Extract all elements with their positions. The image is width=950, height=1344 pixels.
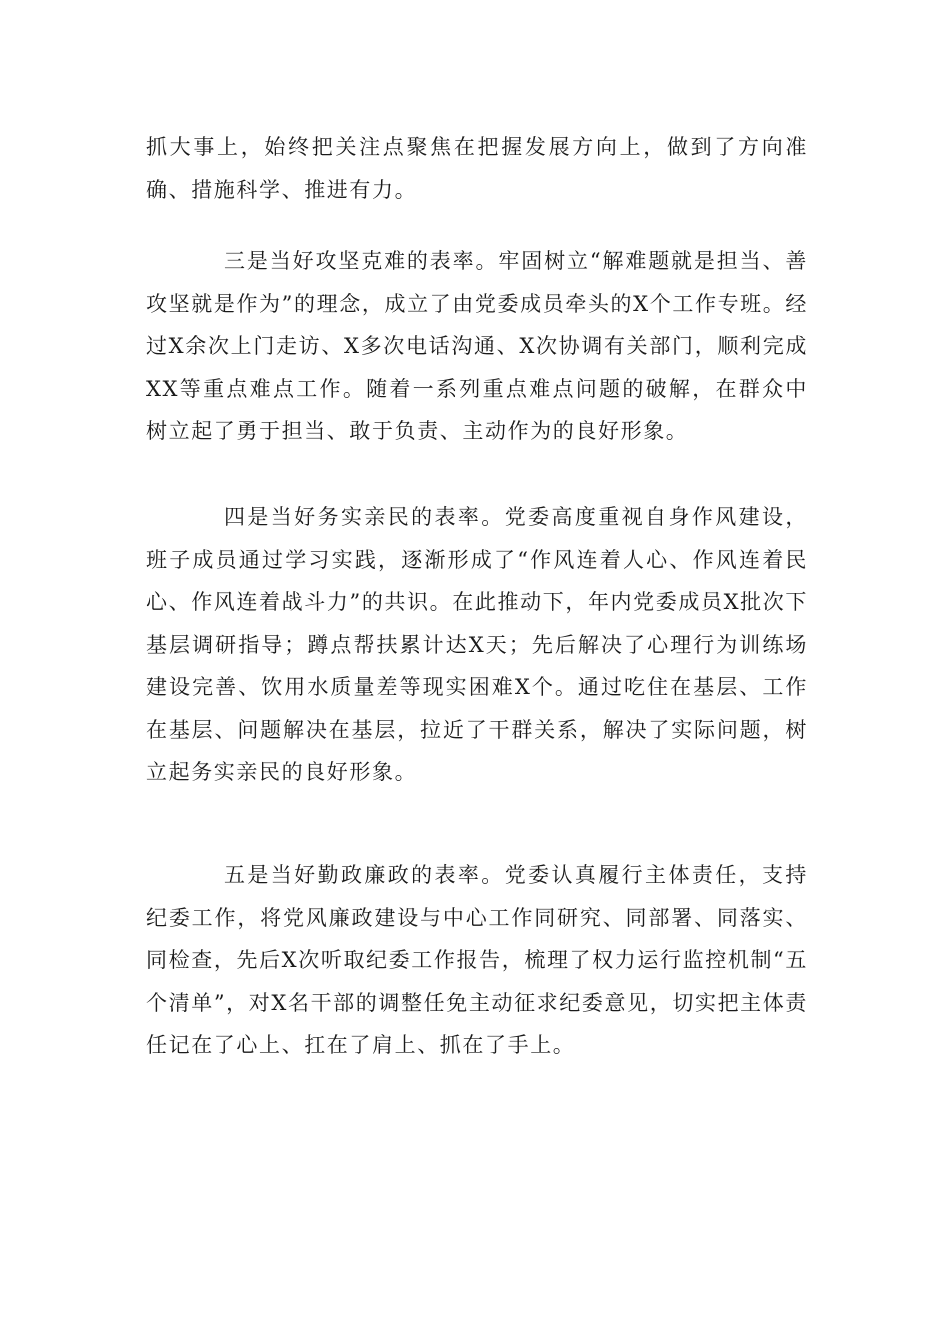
- paragraph-point-four: [146, 496, 808, 794]
- paragraph-point-five: [146, 854, 808, 1067]
- paragraph-point-three: [146, 240, 808, 453]
- paragraph-text: 三是当好攻坚克难的表率。牢固树立“解难题就是担当、善攻坚就是作为”的理念，成立了由党委成员牵头的X个工作专班。经过X余次上门走访、X多次电话沟通、X次协调有关部门，顺利完成XX等重点难点工作。随着一系列重点难点问题的破解，在群众中树立起了勇于担当、敢于负责、主动作为的良好形象。: [146, 249, 808, 443]
- paragraph-text: 四是当好务实亲民的表率。党委高度重视自身作风建设，班子成员通过学习实践，逐渐形成了“作风连着人心、作风连着民心、作风连着战斗力”的共识。在此推动下，年内党委成员X批次下基层调研指导；蹲点帮扶累计达X天；先后解决了心理行为训练场建设完善、饮用水质量差等现实困难X个。通过吃住在基层、工作在基层、问题解决在基层，拉近了干群关系，解决了实际问题，树立起务实亲民的良好形象。: [146, 505, 808, 784]
- paragraph-text: 抓大事上，始终把关注点聚焦在把握发展方向上，做到了方向准确、措施科学、推进有力。: [146, 135, 808, 202]
- paragraph-continuation: [146, 126, 808, 211]
- paragraph-text: 五是当好勤政廉政的表率。党委认真履行主体责任，支持纪委工作，将党风廉政建设与中心工作同研究、同部署、同落实、同检查，先后X次听取纪委工作报告，梳理了权力运行监控机制“五个清单”，对X名干部的调整任免主动征求纪委意见，切实把主体责任记在了心上、扛在了肩上、抓在了手上。: [146, 863, 808, 1057]
